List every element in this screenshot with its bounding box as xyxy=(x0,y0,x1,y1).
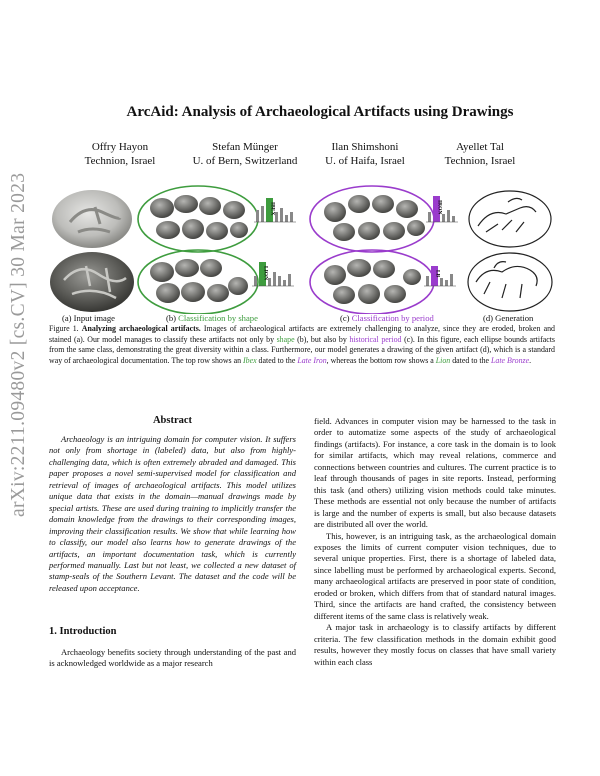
intro-heading: 1. Introduction xyxy=(49,626,117,637)
author-3 xyxy=(305,141,425,168)
bar-label-ibex: IBEX xyxy=(269,202,276,216)
subcaption-a: (a) Input image xyxy=(62,313,115,323)
abstract-heading: Abstract xyxy=(152,415,193,426)
author-affiliation: Technion, Israel xyxy=(444,154,516,167)
period-ellipse-top xyxy=(310,186,434,252)
paper-title: ArcAid: Analysis of Archaeological Artifacts using Drawings xyxy=(126,104,514,120)
input-image-top xyxy=(52,190,132,248)
caption-text: . xyxy=(529,355,532,365)
generated-drawing-bottom xyxy=(468,253,552,311)
abstract-body xyxy=(49,434,296,594)
author-2 xyxy=(170,141,320,168)
caption-text: , whereas the bottom row shows a xyxy=(326,355,436,365)
generated-drawing-top xyxy=(469,191,551,247)
caption-lion: Lion xyxy=(435,355,451,365)
intro-body xyxy=(49,647,296,670)
subcaption-b-prefix: (b) xyxy=(166,313,179,323)
caption-text: dated to the xyxy=(450,355,492,365)
author-affiliation: U. of Bern, Switzerland xyxy=(192,154,298,167)
caption-period: historical period xyxy=(349,334,402,344)
arxiv-stamp: arXiv:2211.09480v2 [cs.CV] 30 Mar 2023 xyxy=(8,172,29,518)
abstract-paragraph: Archaeology is an intriguing domain for computer vision. It suffers not only from shortage in (labeled) data, but also from highly-challenging data, which is often extremely abraded and damaged. This paper proposes a novel semi-supervised model for classification and retrieval of images of archaeological artifacts. This model utilizes unique data that exists in the domain—manual drawings made by special artists. These are used during training to implicitly transfer the domain knowledge from the drawings to their corresponding images, improving their classification results. We show that while learning how to classify, our model also learns how to generate drawings of the artifacts, an important documentation task, which is currently performed manually. Last but not least, we collected a new dataset of stamp-seals of the Southern Levant. The dataset and the code will be released upon acceptance. xyxy=(49,434,296,593)
caption-ibex: Ibex xyxy=(243,355,257,365)
subcaption-c-text: Classification by period xyxy=(351,313,434,323)
subcaption-c-prefix: (c) xyxy=(340,313,352,323)
right-paragraph-1: field. Advances in computer vision may be harnessed to the task in order to automatize some aspects of the study of archaeological findings (artifacts). For instance, a core task in the domain is to look for similar artifacts, which may reveal relations, commerce and connections between countries and cultures. The current practice is to leaf through thousands of pages in site reports. Instead, performing this task (and others) utilizing vision methods could take minutes. These methods are essential not only because the number of artifacts is large and the number of experts is small, but also because datasets are distributed all over the world. xyxy=(314,416,556,530)
right-paragraph-2: This, however, is an intriguing task, as the archaeological domain exposes the limits of current computer vision techniques, due to several unique properties. First, there is a shortage of labeled data, since labelling must be performed by archaeological experts. Second, many archaeological artifacts are preserved in poor state of condition, eroded or broken, which differs from that of standard natural images. Third, since the artifacts are hand crafted, the consistency between different items of the same class is relatively weak. xyxy=(314,530,556,621)
caption-text: (b), but also by xyxy=(294,334,350,344)
caption-shape: shape xyxy=(276,334,295,344)
author-1 xyxy=(70,141,170,168)
right-column xyxy=(314,416,556,668)
caption-label: Figure 1. xyxy=(49,324,79,333)
input-image-bottom xyxy=(50,252,134,312)
figure-caption xyxy=(49,324,555,366)
author-name: Offry Hayon xyxy=(91,141,149,153)
subcaption-b-text: Classification by shape xyxy=(178,313,258,323)
bar-label-iron: IRON xyxy=(436,200,443,215)
author-name: Stefan Münger xyxy=(212,141,278,153)
author-name: Ilan Shimshoni xyxy=(331,141,399,153)
subcaption-c xyxy=(340,313,434,323)
caption-late-bronze: Late Bronze xyxy=(491,355,530,365)
caption-late-iron: Late Iron xyxy=(297,355,327,365)
shape-bars-top xyxy=(254,198,296,222)
subcaption-b xyxy=(166,313,258,323)
bar-label-lion: LION xyxy=(262,266,269,281)
author-affiliation: U. of Haifa, Israel xyxy=(325,154,405,167)
figure-1-graphic xyxy=(50,182,555,314)
shape-ellipse-top xyxy=(138,186,258,252)
author-4 xyxy=(425,141,535,168)
figure-1 xyxy=(50,182,555,322)
author-name: Ayellet Tal xyxy=(456,141,504,153)
shape-ellipse-bottom xyxy=(138,250,258,314)
author-affiliation: Technion, Israel xyxy=(84,154,156,167)
subcaption-d: (d) Generation xyxy=(483,313,534,323)
caption-text: (c). In this figure, each ellipse bounds artifacts from the same class, demonstrating the great diversity within a class. Furthermore, our model generates a drawing of the given artifact (d), which is a standard way of archaeological documentation. The top row shows an xyxy=(49,334,555,365)
period-ellipse-bottom xyxy=(310,250,434,314)
caption-text: Images of archaeological artifacts are extremely challenging to analyze, since they are eroded, broken and stained (a). Our model manages to classify these artifacts not only by xyxy=(49,324,555,344)
bar-label-lb: LB xyxy=(434,270,441,278)
caption-bold: Analyzing archaeological artifacts. xyxy=(81,324,201,333)
intro-paragraph: Archaeology benefits society through understanding of the past and is acknowledged worldwide as a major research xyxy=(49,647,296,669)
right-paragraph-3: A major task in archaeology is to classify artifacts by different criteria. The few classification methods in the domain exhibit good results, however they mostly focus on classes that have small variety within each class xyxy=(314,622,556,667)
caption-text: dated to the xyxy=(256,355,298,365)
